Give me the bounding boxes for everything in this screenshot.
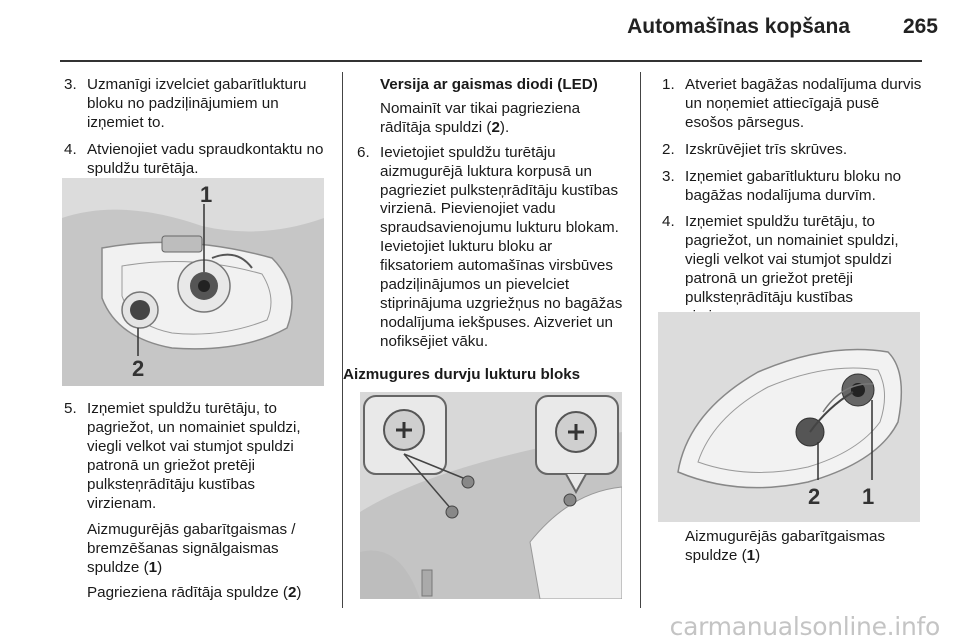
column-1-lower xyxy=(62,400,328,609)
page-number: 265 xyxy=(902,15,938,38)
bulb-note: Aizmugurējās gabarītgaismas spuldze (1) xyxy=(685,528,886,564)
step-text: Izņemiet gabarītlukturu bloku no bagāžas nodalījuma durvīm. xyxy=(685,167,902,204)
list-item xyxy=(62,400,328,513)
page-header-title: Automašīnas kopšana xyxy=(627,15,850,38)
watermark: carmanualsonline.info xyxy=(669,612,940,641)
column-divider-2 xyxy=(640,72,641,608)
led-heading: Versija ar gaismas diodi (LED) xyxy=(380,76,598,93)
step-number: 1. xyxy=(662,76,675,93)
step-text: Izskrūvējiet trīs skrūves. xyxy=(685,140,848,158)
figure-tailgate-lamp-bulbs xyxy=(658,312,920,522)
list-item xyxy=(660,141,922,160)
column-1 xyxy=(62,76,328,187)
step-text: Uzmanīgi izvelciet gabarītlukturu bloku no padziļinājumiem un izņemiet to. xyxy=(87,76,307,131)
section-heading: Aizmugures durvju lukturu bloks xyxy=(343,365,581,383)
step-number: 4. xyxy=(64,140,77,158)
figure-callout-2: 2 xyxy=(808,484,821,509)
figure-tail-lamp-bulbs xyxy=(62,178,324,386)
step-text: Atveriet bagāžas nodalījuma durvis un noņemiet attiecīgajā pusē esošos pārsegus. xyxy=(685,76,922,131)
header-divider xyxy=(60,60,922,62)
column-2 xyxy=(343,76,629,391)
figure-tailgate-screws xyxy=(360,392,622,599)
led-note: Nomainīt var tikai pagrieziena rādītāja spuldzi (2). xyxy=(380,99,581,136)
column-3-lower xyxy=(660,528,922,572)
list-item xyxy=(660,168,922,206)
bulb-note: Pagrieziena rādītāja spuldze (2) xyxy=(87,584,302,602)
step-text: Izņemiet spuldžu turētāju, to pagriežot, un nomainiet spuldzi, viegli velkot vai stumjot spuldzi patronā un griežot pretēji pulksteņrādītāju kustības virzienam. xyxy=(87,400,301,512)
figure-callout-1: 1 xyxy=(200,182,213,207)
list-item xyxy=(660,76,922,133)
list-item xyxy=(355,144,629,352)
step-number: 3. xyxy=(64,76,77,93)
step-number: 6. xyxy=(357,143,370,161)
bulb-note: Aizmugurējās gabarītgaismas / bremzēšanas signālgaismas spuldze (1) xyxy=(87,521,296,577)
step-number: 5. xyxy=(64,400,77,417)
list-item xyxy=(660,213,922,326)
step-number: 4. xyxy=(662,213,675,231)
column-3 xyxy=(660,76,922,335)
step-number: 2. xyxy=(662,140,675,158)
step-number: 3. xyxy=(662,167,675,185)
list-item xyxy=(62,141,328,179)
figure-callout-1: 1 xyxy=(862,484,875,509)
figure-callout-2: 2 xyxy=(132,356,145,381)
step-text: Ievietojiet spuldžu turētāju aizmugurējā luktura korpusā un pagrieziet pulksteņrādītāju kustības virzienā. Pievienojiet vadu spraudsavienojumu lukturu blokam. Ievietojiet lukturu bloku ar fiksatoriem automašīnas virsbūves padziļinājumos un pievelciet stiprinājuma uzgriežņus no bagāžas nodalījuma iekšpuses. Aizveriet un nofiksējiet vāku. xyxy=(380,143,623,350)
column-divider-1 xyxy=(342,72,343,608)
step-text: Atvienojiet vadu spraudkontaktu no spuldžu turētāja. xyxy=(87,140,324,177)
list-item xyxy=(62,76,328,133)
step-text: Izņemiet spuldžu turētāju, to pagriežot, un nomainiet spuldzi, viegli velkot vai stumjot spuldzi patronā un griežot pretēji pulksteņrādītāju kustības xyxy=(685,213,899,307)
